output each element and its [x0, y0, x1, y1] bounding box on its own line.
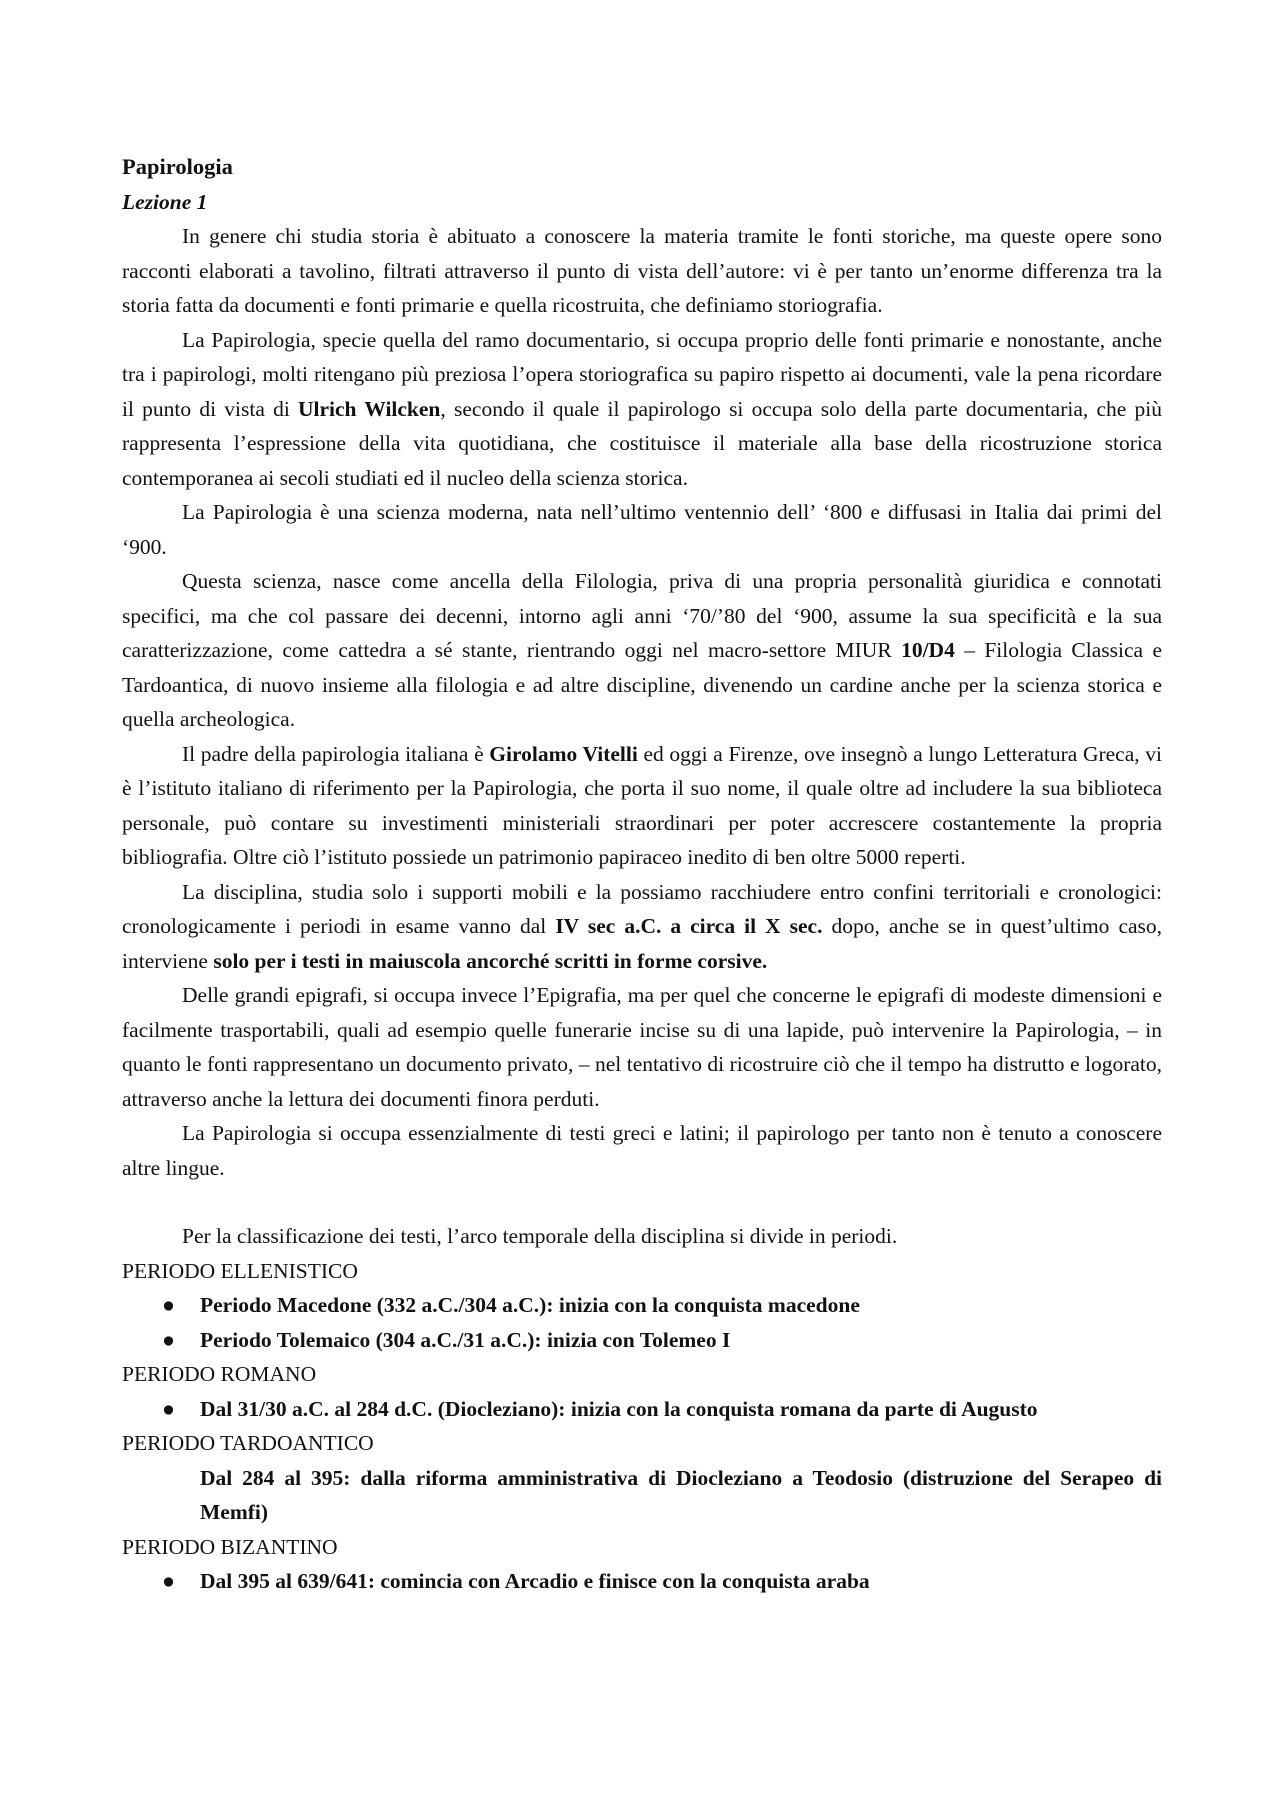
bullet-icon: ●	[162, 1396, 175, 1421]
paragraph-6-text-a: La disciplina, studia solo i supporti mobili e la possiamo racchiudere entro confini territoriali e cronologici: cronologicamente i periodi in esame vanno dal	[122, 879, 1162, 938]
paragraph-5	[122, 737, 1162, 875]
list-item-text: Periodo Tolemaico (304 a.C./31 a.C.): inizia con Tolemeo I	[200, 1327, 731, 1352]
list-romano	[122, 1392, 1162, 1427]
paragraph-4-text-a: Questa scienza, nasce come ancella della Filologia, priva di una propria personalità giuridica e connotati specifici, ma che col passare dei decenni, intorno agli anni ‘70/’80 del ‘900, assume la sua specificità e la sua caratterizzazione, come cattedra a sé stante, rientrando oggi nel macro-settore MIUR	[122, 569, 1162, 662]
paragraph-4-emphasis: 10/D4	[901, 638, 955, 662]
heading-periodo-tardoantico: PERIODO TARDOANTICO	[122, 1431, 374, 1455]
paragraph-6-text-c: dopo, anche se in quest’ultimo caso, interviene	[122, 914, 1163, 973]
paragraph-7: Delle grandi epigrafi, si occupa invece l’Epigrafia, ma per quel che concerne le epigrafi di modeste dimensioni e facilmente trasportabili, quali ad esempio quelle funerarie incise su di una lapide, può intervenire la Papirologia, – in quanto le fonti rappresentano un documento privato, – nel tentativo di ricostruire ciò che il tempo ha distrutto e logorato, attraverso anche la lettura dei documenti finora perduti.	[122, 983, 1162, 1111]
list-item-text: Periodo Macedone (332 a.C./304 a.C.): inizia con la conquista macedone	[200, 1293, 860, 1317]
list-item-text: Dal 395 al 639/641: comincia con Arcadio e finisce con la conquista araba	[200, 1569, 870, 1593]
document-page	[122, 150, 1162, 1599]
blank-line	[122, 1185, 1162, 1219]
paragraph-2-text-c: , secondo il quale il papirologo si occupa solo della parte documentaria, che più rappresenta l’espressione della vita quotidiana, che costituisce il materiale alla base della ricostruzione storica contemporanea ai secoli studiati ed il nucleo della scienza storica.	[122, 396, 1162, 490]
paragraph-8: La Papirologia si occupa essenzialmente di testi greci e latini; il papirologo per tanto non è tenuto a conoscere altre lingue.	[122, 1121, 1162, 1180]
paragraph-5-emphasis: Girolamo Vitelli	[489, 741, 638, 766]
paragraph-2	[122, 323, 1162, 496]
paragraph-4	[122, 564, 1162, 737]
paragraph-9: Per la classificazione dei testi, l’arco temporale della disciplina si divide in periodi.	[182, 1224, 898, 1248]
paragraph-3: La Papirologia è una scienza moderna, nata nell’ultimo ventennio dell’ ‘800 e diffusasi in Italia dai primi del ‘900.	[122, 500, 1162, 559]
list-item	[122, 1392, 1162, 1427]
heading-periodo-romano: PERIODO ROMANO	[122, 1362, 317, 1386]
bullet-icon: ●	[162, 1327, 175, 1352]
list-item	[122, 1288, 1162, 1323]
list-bizantino	[122, 1564, 1162, 1599]
bullet-icon: ●	[162, 1293, 175, 1317]
bullet-icon: ●	[162, 1569, 175, 1593]
list-item-text: Dal 31/30 a.C. al 284 d.C. (Diocleziano): inizia con la conquista romana da parte di Augusto	[200, 1396, 1038, 1421]
paragraph-6	[122, 875, 1162, 979]
lesson-subtitle: Lezione 1	[122, 189, 208, 214]
paragraph-2-emphasis: Ulrich Wilcken	[298, 396, 441, 421]
paragraph-6-emphasis-2: solo per i testi in maiuscola ancorché scritti in forme corsive.	[213, 948, 768, 973]
document-title: Papirologia	[122, 154, 233, 179]
list-ellenistico	[122, 1288, 1162, 1357]
heading-periodo-ellenistico: PERIODO ELLENISTICO	[122, 1258, 358, 1283]
paragraph-5-text-c: ed oggi a Firenze, ove insegnò a lungo Letteratura Greca, vi è l’istituto italiano di riferimento per la Papirologia, che porta il suo nome, il quale oltre ad includere la sua biblioteca personale, può contare su investimenti ministeriali straordinari per poter accrescere costantemente la propria bibliografia. Oltre ciò l’istituto possiede un patrimonio papiraceo inedito di ben oltre 5000 reperti.	[122, 741, 1162, 869]
heading-periodo-bizantino: PERIODO BIZANTINO	[122, 1534, 338, 1559]
paragraph-1: In genere chi studia storia è abituato a conoscere la materia tramite le fonti storiche, ma queste opere sono racconti elaborati a tavolino, filtrati attraverso il punto di vista dell’autore: vi è per tanto un’enorme differenza tra la storia fatta da documenti e fonti primarie e quella ricostruita, che definiamo storiografia.	[122, 224, 1162, 317]
paragraph-6-emphasis-1: IV sec a.C. a circa il X sec.	[555, 914, 823, 938]
list-item	[122, 1323, 1162, 1358]
paragraph-5-text-a: Il padre della papirologia italiana è	[182, 741, 490, 766]
paragraph-4-text-c: – Filologia Classica e Tardoantica, di nuovo insieme alla filologia e ad altre discipline, divenendo un cardine anche per la scienza storica e quella archeologica.	[122, 638, 1162, 731]
paragraph-2-text-a: La Papirologia, specie quella del ramo documentario, si occupa proprio delle fonti primarie e nonostante, anche tra i papirologi, molti ritengano più preziosa l’opera storiografica su papiro rispetto ai documenti, vale la pena ricordare il punto di vista di	[122, 327, 1162, 421]
tardoantico-text: Dal 284 al 395: dalla riforma amministrativa di Diocleziano a Teodosio (distruzione del Serapeo di Memfi)	[200, 1465, 1162, 1524]
list-item	[122, 1564, 1162, 1599]
